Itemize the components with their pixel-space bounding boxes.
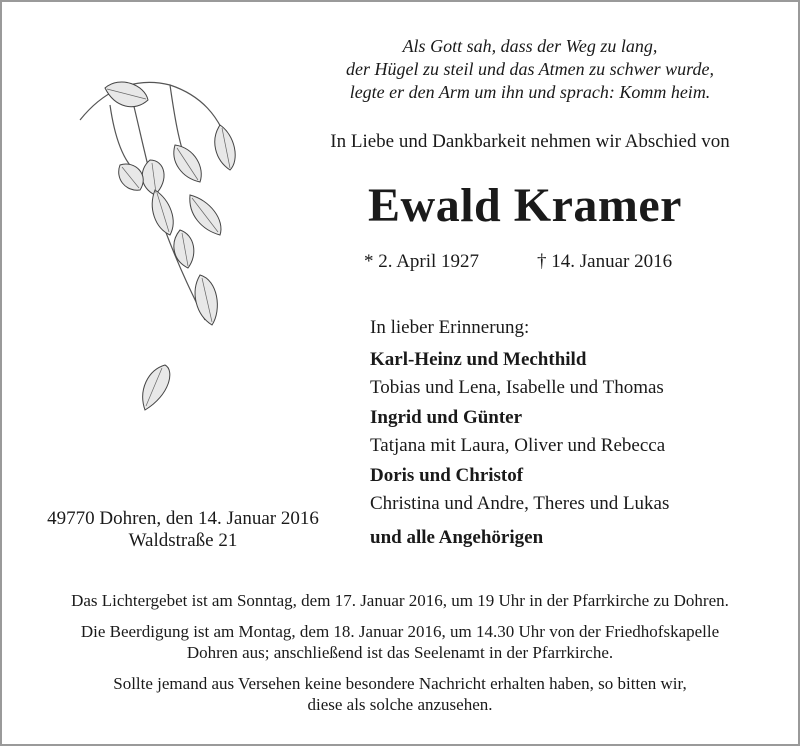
place-and-date <box>28 508 338 552</box>
family-group-head: Doris und Christof <box>370 465 524 486</box>
poem <box>300 35 760 104</box>
family-heading: In lieber Erinnerung: <box>370 317 530 338</box>
service-notes <box>20 590 780 725</box>
funeral-note-line: Dohren aus; anschließend ist das Seelenamt in der Pfarrkirche. <box>186 643 614 662</box>
place-line: 49770 Dohren, den 14. Januar 2016 <box>47 508 319 529</box>
notice-note-line: Sollte jemand aus Versehen keine besondere Nachricht erhalten haben, so bitten wir, <box>113 674 687 693</box>
death-date: † 14. Januar 2016 <box>537 251 673 272</box>
farewell-intro: In Liebe und Dankbarkeit nehmen wir Abschied von <box>330 131 730 152</box>
family-group-head: Karl-Heinz und Mechthild <box>370 349 587 370</box>
family-closing: und alle Angehörigen <box>370 527 544 548</box>
poem-line: der Hügel zu steil und das Atmen zu schwer wurde, <box>346 59 714 79</box>
family-list <box>370 314 669 552</box>
notice-note-line: diese als solche anzusehen. <box>307 695 493 714</box>
prayer-note: Das Lichtergebet ist am Sonntag, dem 17. Januar 2016, um 19 Uhr in der Pfarrkirche zu Dohren. <box>71 591 729 610</box>
family-group-members: Tobias und Lena, Isabelle und Thomas <box>370 377 664 398</box>
family-group-members: Tatjana mit Laura, Oliver und Rebecca <box>370 435 666 456</box>
poem-line: Als Gott sah, dass der Weg zu lang, <box>402 36 658 56</box>
deceased-name: Ewald Kramer <box>368 179 682 232</box>
funeral-note-line: Die Beerdigung ist am Montag, dem 18. Januar 2016, um 14.30 Uhr von der Friedhofskapelle <box>80 622 720 641</box>
birch-leaves-illustration <box>70 70 270 430</box>
street-line: Waldstraße 21 <box>128 530 238 551</box>
family-group-members: Christina und Andre, Theres und Lukas <box>370 493 670 514</box>
poem-line: legte er den Arm um ihn und sprach: Komm heim. <box>349 82 711 102</box>
notice-note <box>20 673 780 715</box>
birth-date: * 2. April 1927 <box>364 251 480 272</box>
family-group-head: Ingrid und Günter <box>370 407 523 428</box>
funeral-note <box>20 621 780 663</box>
